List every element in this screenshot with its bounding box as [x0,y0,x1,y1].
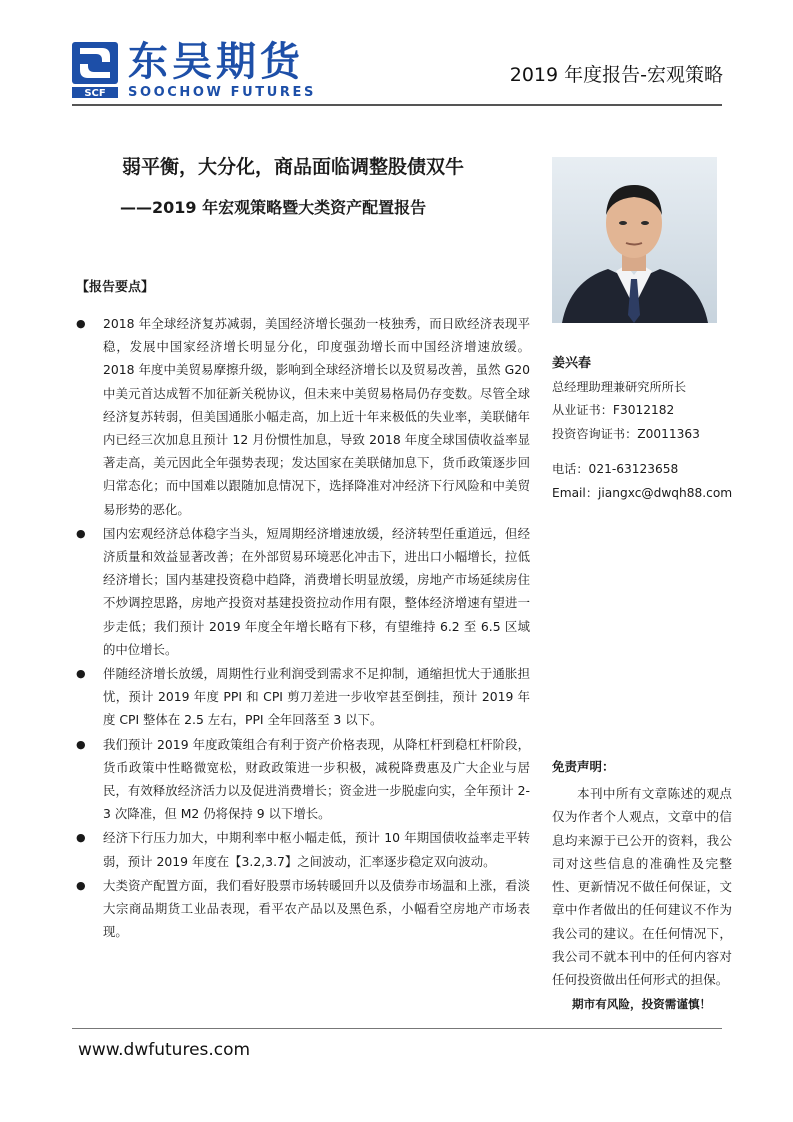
list-item-text: 国内宏观经济总体稳字当头，短周期经济增速放缓，经济转型任重道远，但经济质量和效益显著改善；在外部贸易环境恶化冲击下，进出口小幅增长，拉低经济增长；国内基建投资稳中趋降，消费增长明显放缓，房地产市场延续房住不炒调控思路，房地产投资对基建投资拉动作用有限，整体经济增速有望进一步走低；我们预计 2019 年度全年增长略有下移，有望维持 6.2 至 6.5 区域的中位增长。 [103,525,530,657]
bullet-icon: ● [76,526,86,540]
list-item [76,874,530,944]
footer-divider [72,1028,722,1029]
bullet-icon: ● [76,667,86,681]
bullet-icon: ● [76,831,86,845]
bullet-icon: ● [76,317,86,330]
list-item-text: 经济下行压力加大，中期利率中枢小幅走低，预计 10 年期国债收益率走平转弱，预计 2019 年度在【3.2,3.7】之间波动，汇率逐步稳定双向波动。 [103,830,530,869]
header-divider [72,104,722,106]
author-info [552,352,742,505]
author-license: 从业证书：F3012182 [552,403,675,417]
logo-mark [72,42,118,98]
footer-website-link[interactable]: www.dwfutures.com [78,1040,251,1060]
list-item [76,826,530,872]
author-consult-license: 投资咨询证书：Z0011363 [552,426,700,441]
logo-mark-text: SCF [84,88,106,98]
list-item [76,662,530,732]
disclaimer [552,758,732,1013]
logo-icon [72,42,118,98]
author-name: 姜兴春 [552,356,592,371]
portrait-image [552,157,717,323]
bullet-icon: ● [76,737,86,751]
report-label: 2019 年度报告-宏观策略 [509,64,723,86]
author-email: Email：jiangxc@dwqh88.com [552,485,733,500]
key-points-list [76,312,530,944]
author-photo [552,157,717,323]
logo-chinese: 东吴期货 [128,39,304,85]
list-item-text: 2018 年全球经济复苏减弱，美国经济增长强劲一枝独秀，而日欧经济表现平稳，发展中国家经济增长明显分化，印度强劲增长而中国经济增速放缓。2018 年度中美贸易摩擦升级，影响到全球经济增长以及贸易改善，虽然 G20 中美元首达成暂不加征新关税协议，但未来中美贸易格局仍存变数。尽管全球经济复苏转弱，但美国通胀小幅走高，加上近十年来极低的失业率，美联储年内已经三次加息且预计 12 月份惯性加息，导致 2018 年度全球国债收益率显著走高，美元因此全年强势表现；发达国家在美联储加息下，货币政策逐步回归常态化；而中国难以跟随加息情况下，选择降准对冲经济下行风险和中美贸易形势的恶化。 [103,316,530,517]
risk-warning: 期市有风险，投资需谨慎！ [572,996,712,1011]
list-item [76,312,530,521]
list-item-text: 大类资产配置方面，我们看好股票市场转暖回升以及债券市场温和上涨，看淡大宗商品期货工业品表现，看平农产品以及黑色系，小幅看空房地产市场表现。 [103,877,530,940]
disclaimer-title: 免责声明： [552,759,615,774]
list-item-text: 伴随经济增长放缓，周期性行业利润受到需求不足抑制，通缩担忧大于通胀担忧，预计 2019 年度 PPI 和 CPI 剪刀差进一步收窄甚至倒挂，预计 2019 年度 CPI 整体在 2.5 左右，PPI 全年回落至 3 以下。 [103,666,530,728]
author-phone: 电话：021-63123658 [552,462,679,476]
list-item [76,522,530,661]
disclaimer-body: 本刊中所有文章陈述的观点仅为作者个人观点，文章中的信息均来源于已公开的资料，我公司对这些信息的准确性及完整性、更新情况不做任何保证，文章中作者做出的任何建议不作为我公司的建议。在任何情况下，我公司不就本刊中的任何内容对任何投资做出任何形式的担保。 [552,786,732,988]
page-subtitle: ——2019 年宏观策略暨大类资产配置报告 [120,198,427,217]
key-points-heading: 【报告要点】 [76,280,155,295]
author-title: 总经理助理兼研究所所长 [552,379,687,394]
list-item-text: 我们预计 2019 年度政策组合有利于资产价格表现，从降杠杆到稳杠杆阶段，货币政策中性略微宽松，财政政策进一步积极，减税降费惠及广大企业与居民，有效释放经济活力以及促进消费增长；资金进一步脱虚向实，全年预计 2-3 次降准，但 M2 仍将保持 9 以下增长。 [103,736,530,822]
bullet-icon: ● [76,878,86,892]
logo-english: SOOCHOW FUTURES [128,85,316,100]
page-title: 弱平衡，大分化，商品面临调整股债双牛 [122,156,465,178]
list-item [76,733,530,826]
